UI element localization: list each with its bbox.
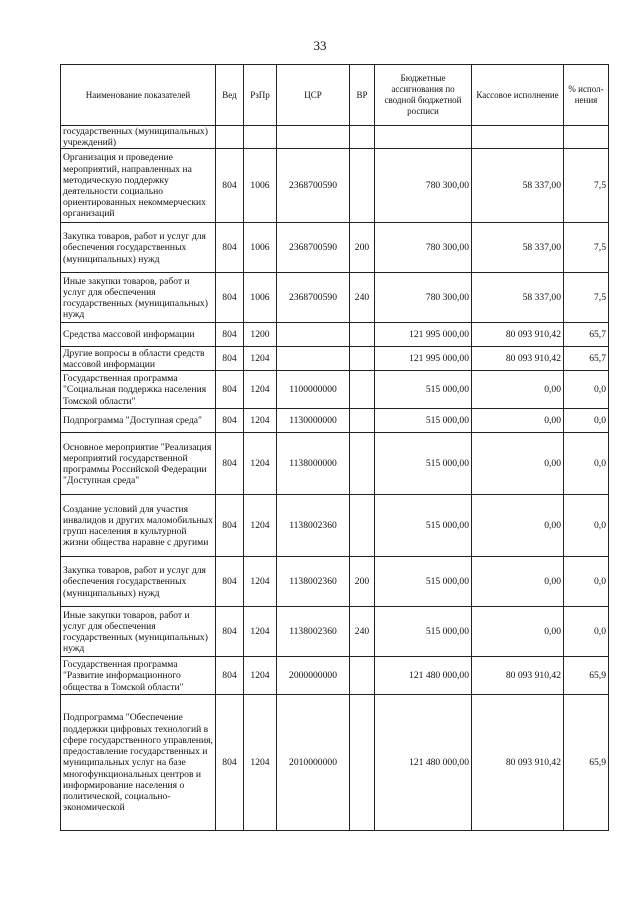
- cell-percent: 65,9: [564, 695, 609, 831]
- table-row: [61, 607, 609, 657]
- header-kassa: Кассовое исполнение: [472, 65, 564, 126]
- cell-vr: [350, 347, 375, 371]
- cell-kassa: 58 337,00: [472, 149, 564, 223]
- cell-kassa: 0,00: [472, 433, 564, 495]
- cell-budget: 515 000,00: [375, 607, 472, 657]
- cell-kassa: 80 093 910,42: [472, 347, 564, 371]
- cell-vr: 200: [350, 557, 375, 607]
- table-row: [61, 695, 609, 831]
- cell-kassa: 0,00: [472, 557, 564, 607]
- table-row: [61, 149, 609, 223]
- table-body: [61, 126, 609, 831]
- cell-rzpr: 1204: [244, 347, 277, 371]
- cell-budget: 121 480 000,00: [375, 657, 472, 695]
- cell-ved: 804: [216, 433, 244, 495]
- cell-percent: 0,0: [564, 433, 609, 495]
- cell-name: государственных (муниципальных) учреждений): [61, 126, 216, 149]
- cell-rzpr: 1204: [244, 409, 277, 433]
- cell-name: Организация и проведение мероприятий, направленных на методическую поддержку деятельности социально ориентированных некоммерческих организаций: [61, 149, 216, 223]
- budget-table: [60, 64, 609, 831]
- header-budget: Бюджетные ассигнования по сводной бюджетной росписи: [375, 65, 472, 126]
- cell-budget: 515 000,00: [375, 371, 472, 409]
- cell-percent: 0,0: [564, 607, 609, 657]
- cell-name: Закупка товаров, работ и услуг для обеспечения государственных (муниципальных) нужд: [61, 223, 216, 273]
- cell-vr: [350, 149, 375, 223]
- cell-rzpr: 1200: [244, 323, 277, 347]
- cell-csr: 1138002360: [277, 495, 350, 557]
- cell-name: Подпрограмма "Обеспечение поддержки цифровых технологий в сфере государственного управления, предоставление государственных и муниципальных услуг на базе многофункциональных центров и информирование населения о политической, социально-экономической: [61, 695, 216, 831]
- cell-ved: 804: [216, 371, 244, 409]
- page-number: 33: [313, 38, 327, 53]
- cell-percent: [564, 126, 609, 149]
- cell-rzpr: 1006: [244, 273, 277, 323]
- cell-ved: 804: [216, 495, 244, 557]
- cell-rzpr: 1204: [244, 495, 277, 557]
- cell-kassa: 58 337,00: [472, 273, 564, 323]
- cell-budget: 515 000,00: [375, 495, 472, 557]
- cell-csr: 2368700590: [277, 223, 350, 273]
- cell-csr: 1130000000: [277, 409, 350, 433]
- cell-csr: [277, 347, 350, 371]
- table-header-row: [61, 65, 609, 126]
- cell-kassa: 0,00: [472, 607, 564, 657]
- cell-budget: 121 995 000,00: [375, 347, 472, 371]
- table-row: [61, 433, 609, 495]
- cell-csr: 1100000000: [277, 371, 350, 409]
- cell-csr: 1138000000: [277, 433, 350, 495]
- cell-csr: [277, 126, 350, 149]
- cell-rzpr: 1204: [244, 695, 277, 831]
- cell-budget: 515 000,00: [375, 409, 472, 433]
- cell-ved: 804: [216, 607, 244, 657]
- cell-vr: [350, 657, 375, 695]
- cell-name: Иные закупки товаров, работ и услуг для обеспечения государственных (муниципальных) нужд: [61, 607, 216, 657]
- cell-ved: 804: [216, 557, 244, 607]
- cell-rzpr: 1204: [244, 371, 277, 409]
- cell-kassa: 80 093 910,42: [472, 323, 564, 347]
- cell-ved: 804: [216, 223, 244, 273]
- cell-budget: 780 300,00: [375, 273, 472, 323]
- cell-vr: [350, 323, 375, 347]
- cell-csr: 2010000000: [277, 695, 350, 831]
- cell-percent: 0,0: [564, 371, 609, 409]
- cell-vr: [350, 695, 375, 831]
- cell-name: Создание условий для участия инвалидов и других маломобильных групп населения в культурной жизни общества наравне с другими: [61, 495, 216, 557]
- cell-percent: 7,5: [564, 149, 609, 223]
- table-row: [61, 557, 609, 607]
- table-row: [61, 409, 609, 433]
- cell-csr: [277, 323, 350, 347]
- cell-percent: 7,5: [564, 273, 609, 323]
- cell-kassa: 0,00: [472, 371, 564, 409]
- cell-name: Иные закупки товаров, работ и услуг для обеспечения государственных (муниципальных) нужд: [61, 273, 216, 323]
- cell-rzpr: 1204: [244, 657, 277, 695]
- cell-kassa: 80 093 910,42: [472, 657, 564, 695]
- cell-rzpr: 1006: [244, 223, 277, 273]
- cell-ved: 804: [216, 695, 244, 831]
- cell-rzpr: [244, 126, 277, 149]
- cell-percent: 7,5: [564, 223, 609, 273]
- table-row: [61, 323, 609, 347]
- cell-vr: [350, 371, 375, 409]
- cell-rzpr: 1204: [244, 557, 277, 607]
- cell-percent: 65,7: [564, 347, 609, 371]
- table-row: [61, 371, 609, 409]
- cell-name: Подпрограмма "Доступная среда": [61, 409, 216, 433]
- cell-kassa: 0,00: [472, 495, 564, 557]
- cell-ved: [216, 126, 244, 149]
- table-row: [61, 347, 609, 371]
- cell-vr: [350, 495, 375, 557]
- table-row: [61, 126, 609, 149]
- cell-csr: 1138002360: [277, 557, 350, 607]
- cell-kassa: [472, 126, 564, 149]
- cell-name: Основное мероприятие "Реализация мероприятий государственной программы Российской Федерации "Доступная среда": [61, 433, 216, 495]
- cell-percent: 65,7: [564, 323, 609, 347]
- cell-budget: 780 300,00: [375, 223, 472, 273]
- cell-ved: 804: [216, 409, 244, 433]
- header-csr: ЦСР: [277, 65, 350, 126]
- cell-name: Государственная программа "Социальная поддержка населения Томской области": [61, 371, 216, 409]
- table-row: [61, 273, 609, 323]
- cell-csr: 2368700590: [277, 273, 350, 323]
- table-row: [61, 495, 609, 557]
- cell-csr: 2000000000: [277, 657, 350, 695]
- cell-rzpr: 1006: [244, 149, 277, 223]
- cell-csr: 2368700590: [277, 149, 350, 223]
- cell-budget: 780 300,00: [375, 149, 472, 223]
- cell-percent: 0,0: [564, 495, 609, 557]
- cell-name: Государственная программа "Развитие информационного общества в Томской области": [61, 657, 216, 695]
- header-rzpr: РзПр: [244, 65, 277, 126]
- cell-name: Закупка товаров, работ и услуг для обеспечения государственных (муниципальных) нужд: [61, 557, 216, 607]
- cell-ved: 804: [216, 657, 244, 695]
- cell-vr: 200: [350, 223, 375, 273]
- cell-ved: 804: [216, 273, 244, 323]
- cell-percent: 0,0: [564, 557, 609, 607]
- cell-budget: 121 480 000,00: [375, 695, 472, 831]
- cell-kassa: 80 093 910,42: [472, 695, 564, 831]
- header-ved: Вед: [216, 65, 244, 126]
- cell-rzpr: 1204: [244, 433, 277, 495]
- cell-budget: 515 000,00: [375, 557, 472, 607]
- cell-name: Другие вопросы в области средств массовой информации: [61, 347, 216, 371]
- header-name: Наименование показателей: [61, 65, 216, 126]
- cell-vr: [350, 409, 375, 433]
- cell-vr: 240: [350, 273, 375, 323]
- table-row: [61, 223, 609, 273]
- cell-vr: 240: [350, 607, 375, 657]
- cell-percent: 0,0: [564, 409, 609, 433]
- cell-vr: [350, 126, 375, 149]
- cell-budget: [375, 126, 472, 149]
- cell-kassa: 58 337,00: [472, 223, 564, 273]
- cell-ved: 804: [216, 323, 244, 347]
- cell-vr: [350, 433, 375, 495]
- cell-kassa: 0,00: [472, 409, 564, 433]
- header-percent: % испол-нения: [564, 65, 609, 126]
- cell-rzpr: 1204: [244, 607, 277, 657]
- cell-percent: 65,9: [564, 657, 609, 695]
- cell-budget: 121 995 000,00: [375, 323, 472, 347]
- cell-csr: 1138002360: [277, 607, 350, 657]
- cell-name: Средства массовой информации: [61, 323, 216, 347]
- table-row: [61, 657, 609, 695]
- cell-ved: 804: [216, 149, 244, 223]
- cell-ved: 804: [216, 347, 244, 371]
- cell-budget: 515 000,00: [375, 433, 472, 495]
- header-vr: ВР: [350, 65, 375, 126]
